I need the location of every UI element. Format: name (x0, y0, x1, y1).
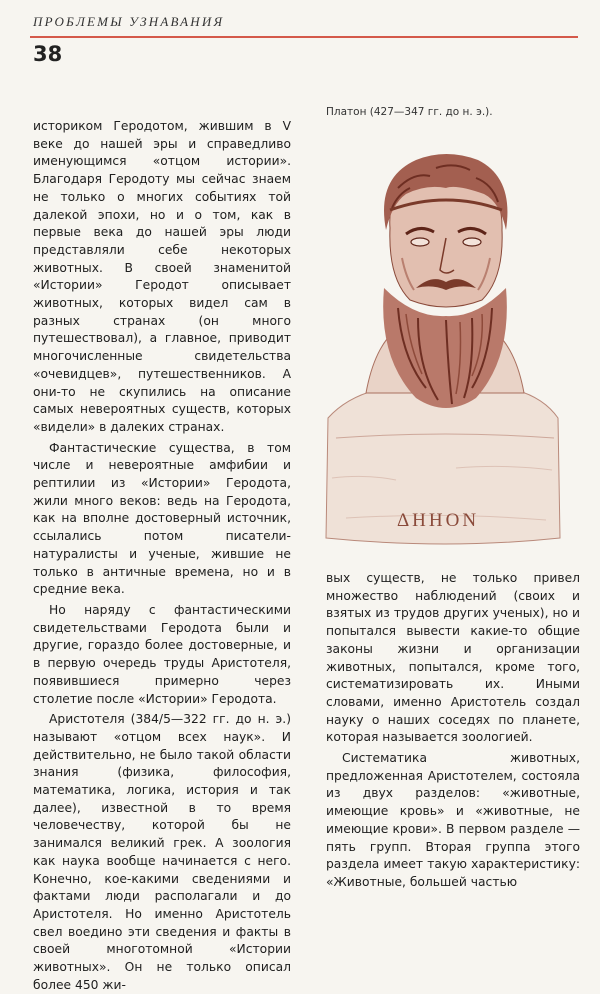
page-number: 38 (33, 42, 63, 66)
paragraph: Аристотеля (384/5—322 гг. до н. э.) называют «отцом всех наук». И действительно, не было такой области знания (физика, философия, математика, логика, история и так далее), известной в то время человечеству, которой бы не занимался великий грек. А зоология как наука вообще начинается с него. Конечно, кое-какими сведениями и фактами люди располагали и до Аристотеля. Но именно Аристотель свел воедино эти сведения и факты в своей многотомной «Истории животных». Он не только описал более 450 жи- (33, 712, 291, 992)
paragraph: Но наряду с фантастическими свидетельствами Геродота были и другие, гораздо более достоверные, и в первую очередь труды Аристотеля, появившиеся примерно через столетие после «Истории» Геродота. (33, 602, 291, 706)
figure-caption: Платон (427—347 гг. до н. э.). (326, 106, 493, 118)
paragraph: Систематика животных, предложенная Аристотелем, состояла из двух разделов: «животные, имеющие кровь» и «животные, не имеющие крови». В первом разделе — пять групп. Вторая группа этого раздела имеет такую характеристику: «Животные, большей частью (326, 751, 580, 889)
header-rule (30, 36, 578, 38)
text-column-left (33, 118, 291, 994)
paragraph: вых существ, не только привел множество наблюдений (своих и взятых из трудов других ученых), но и попытался вывести какие-то общие законы жизни и организации животных, попытался, кроме того, систематизировать их. Иными словами, именно Аристотель создал науку о наших соседях по планете, которая называется зоологией. (326, 571, 580, 745)
paragraph: историком Геродотом, жившим в V веке до нашей эры и справедливо именующимся «отцом истории». Благодаря Геродоту мы сейчас знаем не только о многих событиях той далекой эпохи, но и о том, как в первые века до нашей эры люди представляли себе некоторых животных. В своей знаменитой «Истории» Геродот описывает животных, которых видел сам в разных странах (он много путешествовал), а главное, приводит многочисленные свидетельства «очевидцев», путешественников. А они-то не скупились на описание самых невероятных существ, которых «видели» в далеких странах. (33, 119, 291, 434)
bust-inscription: ΔΗΗΟΝ (396, 510, 480, 531)
running-title: ПРОБЛЕМЫ УЗНАВАНИЯ (33, 14, 225, 29)
paragraph: Фантастические существа, в том числе и невероятные амфибии и рептилии из «Истории» Геродота, жили много веков: ведь на Геродота, как на вполне достоверный источник, ссылались потом писатели-натуралисты и ученые, жившие не только в античные времена, но и в средние века. (33, 440, 291, 597)
plato-bust-illustration (306, 118, 582, 568)
text-column-right (326, 570, 580, 892)
